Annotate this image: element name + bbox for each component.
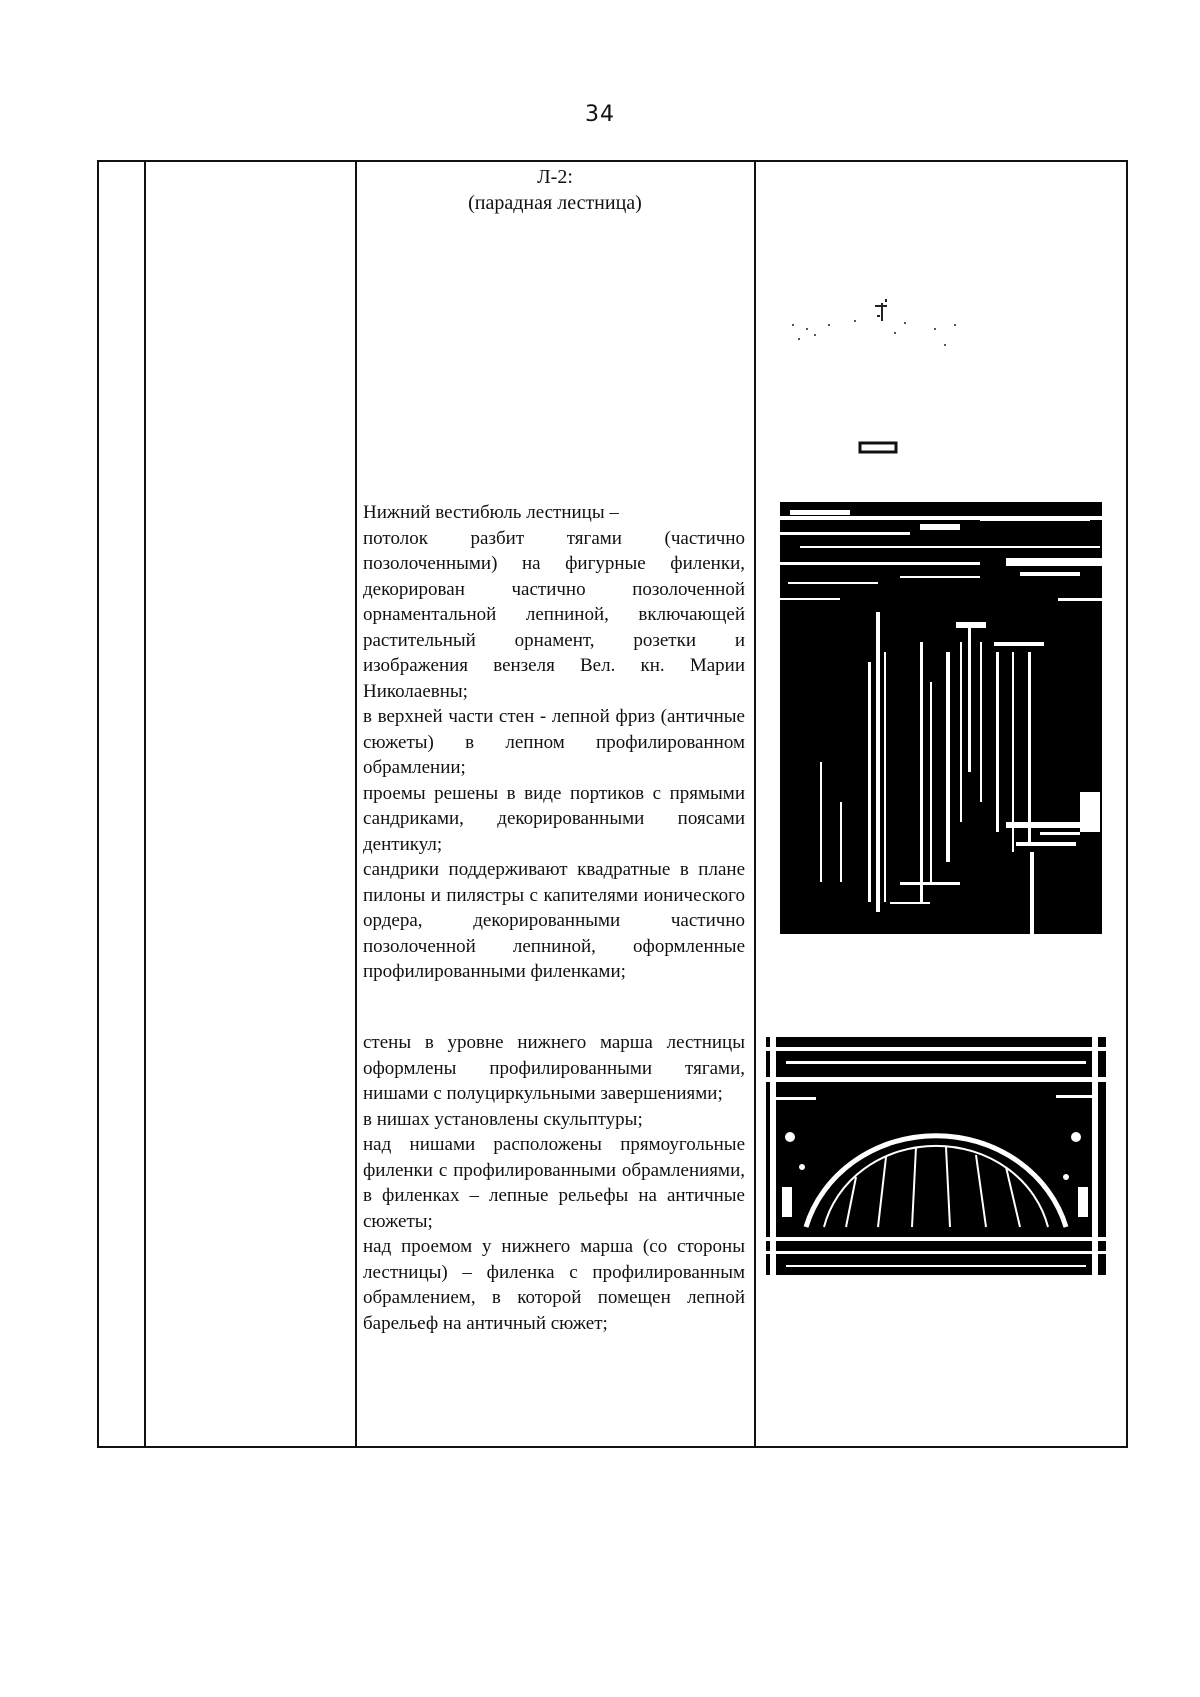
text-paragraph: Нижний вестибюль лестницы – [363, 502, 619, 523]
text-paragraph: проемы решены в виде портиков с прямыми сандриками, декорированными поясами дентикул; [363, 782, 745, 855]
stair-niche-photo [766, 1037, 1106, 1275]
text-paragraph: сандрики поддерживают квадратные в плане пилоны и пилястры с капителями ионического ордера, декорированными частично позолоченной лепниной, оформленные профилированными филенками; [363, 859, 745, 982]
column-divider-1 [144, 162, 146, 1446]
column-divider-2 [355, 162, 357, 1446]
text-paragraph: над нишами расположены прямоугольные филенки с профилированными обрамлениями, в филенках – лепные рельефы на античные сюжеты; [363, 1134, 745, 1232]
description-block-stair-walls [363, 1030, 745, 1336]
small-frame-mark [858, 440, 900, 456]
description-block-vestibule [363, 500, 745, 985]
column-divider-3 [754, 162, 756, 1446]
section-code: Л-2: [537, 166, 573, 188]
vestibule-photo [780, 502, 1102, 934]
text-paragraph: стены в уровне нижнего марша лестницы оформлены профилированными тягами, нишами с полуциркульными завершениями; [363, 1032, 745, 1104]
text-paragraph: потолок разбит тягами (частично позолоченными) на фигурные филенки, декорирован частично позолоченной орнаментальной лепниной, включающей растительный орнамент, розетки и изображения вензеля Вел. кн. Марии Николаевны; [363, 527, 745, 702]
section-title: (парадная лестница) [468, 192, 642, 214]
text-paragraph: в верхней части стен - лепной фриз (античные сюжеты) в лепном профилированном обрамлении; [363, 706, 745, 778]
page-number: 34 [585, 102, 615, 127]
text-paragraph: в нишах установлены скульптуры; [363, 1108, 643, 1130]
text-paragraph: над проемом у нижнего марша (со стороны лестницы) – филенка с профилированным обрамлением, в которой помещен лепной барельеф на античный сюжет; [363, 1236, 745, 1334]
scan-specks [785, 295, 985, 375]
